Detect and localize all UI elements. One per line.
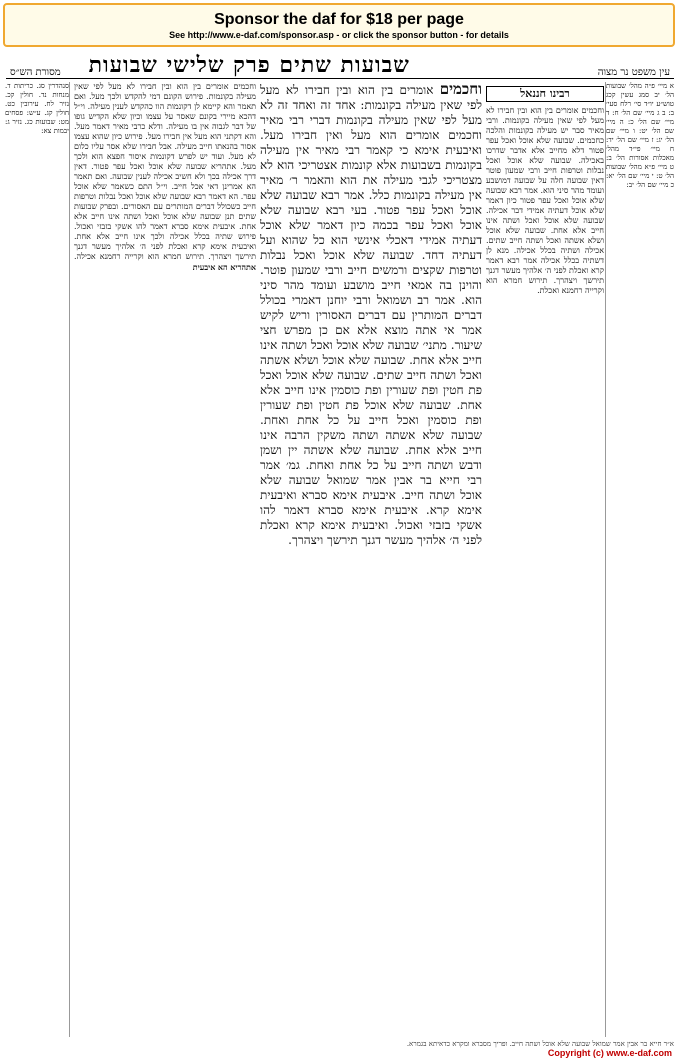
footer-note: א״ר חייא בר אבין אמר שמואל שבועה שלא אוכל ושתה חייב. ופריך מסברא ומקרא כדאיתא בגמרא. [406, 1040, 674, 1048]
tosafot-text: וחכמים אומרים בין הוא ובין חבירו לא מעל לפי שאין מעילה בקונמות. פירוש הקונם דמי להקדש ולכך מעל. ואם תאמר והא קיימא לן דקונמות הוו כהקדש לענין מעילה. וי״ל דהכא מיירי בקונם שאסר על עצמו וכיון שלא הקדיש גופו של דבר לגבוה אין בו מעילה. ודלא כרבי מאיר דאמר מעל. והא דקתני הוא מעל אין חבירו מעל. פירוש כיון שהוא עצמו אסור בהנאתו חייב מעילה. אבל חבירו שלא אסר עליו כלום לא מעל. ועוד יש לפרש דקונמות איסור חפצא הוא ולכך מעל. אתהריא שבועה שלא אוכל ואכל עפר פטור. דאין דרך אכילה בכך ולא חשיב אכילה לענין שבועה. ואם תאמר הא אמרינן דאי אכל חייב. וי״ל התם כשאמר שלא אוכל עפר. הא דאמר רבא שבועה שלא אוכל ואכל נבלות וטרפות חייב כשכולל דברים המותרים עם האסורים. ובפרק שבועות שתים תנן שבועה שלא אוכל ואכל ושתה אינו חייב אלא אחת. איבעית אימא סברא דאמר להו אשקי בזבזי ואכול. פירוש שתיה בכלל אכילה ולכך אינו חייב אלא אחת. ואיבעית אימא קרא ואכלת לפני ה׳ אלהיך מעשר דגנך תירשך ויצהרך. תירוש חמרא הוא וקרייה רחמנא אכילה. [74, 82, 256, 261]
margin-right-title: עין משפט נר מצוה [597, 67, 670, 78]
talmud-page [6, 52, 674, 1042]
tosafot-label-1: אתהריא [230, 262, 256, 272]
masoret-hashas-text: סנהדרין סג. כריתות ד. מנחות נד. חולין קכ. נזיר לח. עירובין כט. חולין קג. ע״ש: פסחים מט: שבועות כג. נזיר ג: יבמות צא: [5, 82, 69, 135]
sponsor-banner[interactable] [3, 3, 675, 47]
rabbeinu-chananel-text: וחכמים אומרים בין הוא ובין חבירו לא מעל לפי שאין מעילה בקונמות. ורבי מאיר סבר יש מעילה בקונמות והלכה כחכמים. שבועה שלא אוכל ואכל עפר פטור דלא מחייב אלא אדבר שדרכו באכילה. שבועה שלא אוכל ואכל נבלות וטרפות חייב ורבי שמעון פוטר דאין שבועה חלה על שבועה דמושבע ועומד מהר סיני הוא. אמר רבא שבועה שלא אוכל ואכל עפר פטור כיון דאמר שלא אוכל דעתיה אמידי דבר אכילה. שבועה שלא אוכל ואכל ושתה אינו חייב אלא אחת. שבועה שלא אוכל ושלא אשתה ואכל ושתה חייב שתים. אכילה ושתיה בכלל אכילה. מנא לן דשתיה בכלל אכילה אמר רבא דאמר קרא ואכלת לפני ה׳ אלהיך מעשר דגנך תירשך ויצהרך. תירוש חמרא הוא וקרייה רחמנא ואכלת. [486, 106, 604, 295]
rabbeinu-chananel-column [486, 82, 604, 1037]
masoret-hashas-column [5, 82, 70, 1037]
gemara-opener: וחכמים [439, 82, 482, 98]
gemara-text: אומרים בין הוא ובין חבירו לא מעל לפי שאין מעילה בקונמות: אחד זה ואחד זה לא מעל לפי שאין מעילה בקונמות דברי רבי מאיר וחכמים אומרים הוא מעל ואין חבירו מעל. ואיבעית אימא כי קאמר רבי מאיר אין מעילה בקונמות בשבועות אלא קונמות אצטריכי הוא לא מצטריכי לגבי מעילה את הוא והאמר ר׳ מאיר אין מעילה בקונמות כלל. אמר רבא שבועה שלא אוכל ואכל עפר פטור. בעי רבא שבועה שלא אוכל ואכל עפר בכמה כיון דאמר שלא אוכל דעתיה אמידי דאכלי אינשי הוא כל שהוא ועל דעתיה דחד. שבועה שלא אוכל ואכל נבלות וטרפות שקצים ורמשים חייב ורבי שמעון פוטר. והוינן בה אמאי חייב מושבע ועומד מהר סיני הוא. אמר רב ושמואל ורבי יוחנן דאמרי בכולל דברים המותרין עם דברים האסורין וריש לקיש אמר אי אתה מוצא אלא אם כן מפרש חצי שיעור. מתני׳ שבועה שלא אוכל ואכל ושתה אינו חייב אלא אחת. שבועה שלא אוכל ושלא אשתה ואכל ושתה חייב שתים. שבועה שלא אוכל ואכל פת חטין ופת שעורין ופת כוסמין אינו חייב אלא אחת. שבועה שלא אוכל פת חטין ופת שעורין ופת כוסמין ואכל חייב על כל אחת ואחת. שבועה שלא אשתה ושתה משקין הרבה אינו חייב אלא אחת. שבועה שלא אשתה יין ושמן ודבש ושתה חייב על כל אחת ואחת. גמ׳ אמר רבי חייא בר אבין אמר שמואל שבועה שלא אוכל ושתה חייב. איבעית אימא סברא ואיבעית אימא קרא. איבעית אימא סברא דאמר להו אשקי בזבזי ואכול. ואיבעית אימא קרא ואכלת לפני ה׳ אלהיך מעשר דגנך תירשך ויצהרך. [260, 83, 482, 547]
gemara-column [260, 82, 482, 1037]
page-title: שבועות שתים פרק שלישי שבועות [88, 52, 410, 78]
banner-title: Sponsor the daf for $18 per page [214, 11, 464, 28]
rabbeinu-chananel-label: רבינו חננאל [486, 86, 604, 102]
ein-mishpat-text: א מיי׳ פ״ה מהל׳ שבועות הל׳ יב סמג עשין קכג טוש״ע יו״ד סי׳ רלח סעי׳ ב: ב ג מיי׳ שם הל׳ ח: ד מיי׳ שם הל׳ כ: ה מיי׳ שם הל׳ יט: ו מיי׳ שם הל׳ יג: ז מיי׳ שם הל׳ יד: ח מיי׳ פי״ד מהל׳ מאכלות אסורות הל׳ ב: ט מיי׳ פ״א מהל׳ שבועות הל׳ ט: י מיי׳ שם הל׳ יא: כ מיי׳ שם הל׳ יב: [606, 82, 674, 189]
tosafot-column [74, 82, 256, 1037]
tosafot-label-3: איבעית [192, 262, 216, 272]
copyright-link[interactable]: Copyright (c) www.e-daf.com [547, 1048, 672, 1058]
tosafot-label-2: הא [217, 262, 228, 272]
margin-left-title: מסורת הש״ס [10, 67, 61, 78]
page-header [6, 52, 674, 79]
banner-subtitle[interactable]: See http://www.e-daf.com/sponsor.asp - or click the sponsor button - for details [169, 30, 509, 40]
ein-mishpat-column [605, 82, 674, 1037]
